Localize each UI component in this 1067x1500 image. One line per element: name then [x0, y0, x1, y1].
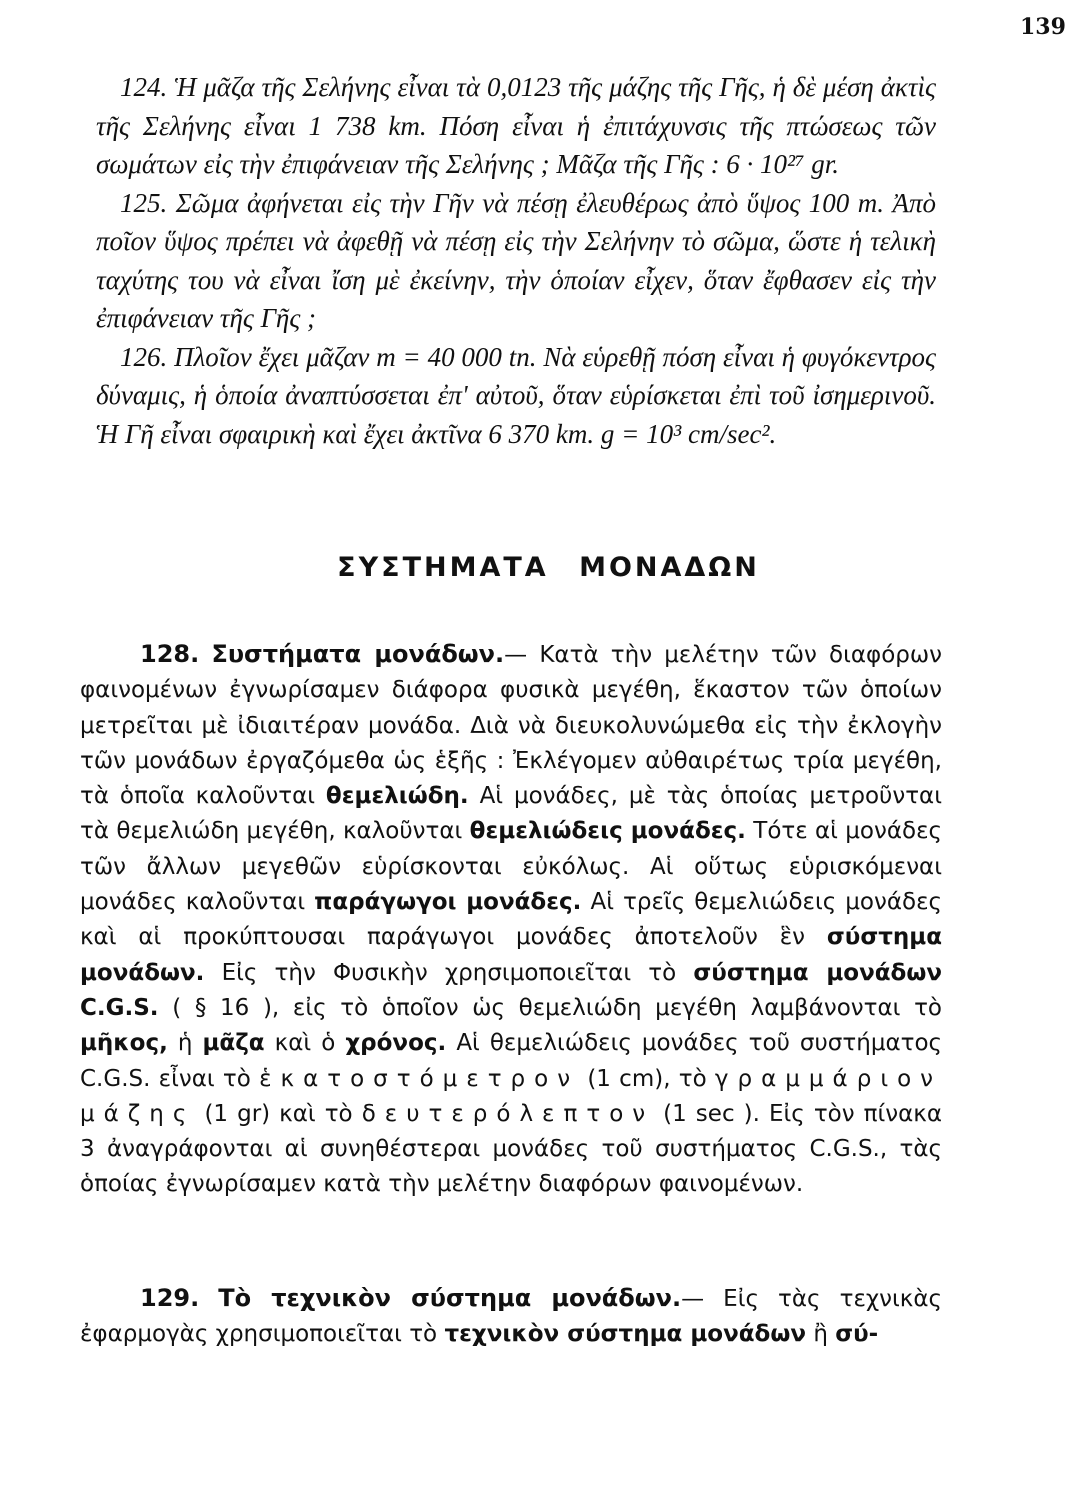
bold-term: θεμελιώδη. [325, 783, 469, 810]
body-text: — Εἰς τὰς τεχνικὰς ἐφαρμογὰς χρησιμοποιεῖται τὸ [80, 1286, 943, 1348]
bold-term: χρόνος. [345, 1030, 447, 1057]
body-text: (1 cm), τὸ [587, 1065, 707, 1092]
spaced-term: γραμμάριον μάζης [80, 1065, 943, 1127]
bold-term: σύ- [835, 1321, 879, 1348]
spaced-term: ἑκατοστόμετρον [259, 1065, 580, 1092]
body-text: Αἱ θεμελιώδεις μονάδες τοῦ συστήματος C.G.S. εἶναι τὸ [80, 1030, 943, 1092]
paragraph-title: Συστήματα μονάδων. [211, 640, 505, 668]
exercise-number: 125. [120, 187, 168, 218]
bold-term: παράγωγοι μονάδες. [314, 889, 582, 916]
body-text: ἢ [813, 1321, 828, 1348]
page-number: 139 [1020, 14, 1066, 40]
exercise-list [96, 68, 936, 453]
paragraph-128 [80, 637, 942, 1203]
exercise-text: Ἡ μᾶζα τῆς Σελήνης εἶναι τὰ 0,0123 τῆς μάζης τῆς Γῆς, ἡ δὲ μέση ἀκτὶς τῆς Σελήνης εἶναι 1 738 km. Πόση εἶναι ἡ ἐπιτάχυνσις τῆς πτώσεως τῶν σωμάτων εἰς τὴν ἐπιφάνειαν τῆς Σελήνης ; Μᾶζα τῆς Γῆς : 6 · 10²⁷ gr. [96, 72, 936, 179]
body-text: Αἱ μονάδες, μὲ τὰς ὁποίας μετροῦνται τὰ θεμελιώδη μεγέθη, καλοῦνται [80, 783, 943, 845]
body-text: Αἱ τρεῖς θεμελιώδεις μονάδες καὶ αἱ προκύπτουσαι παράγωγοι μονάδες ἀποτελοῦν ἓν [80, 889, 943, 951]
body-text: (1 gr) καὶ τὸ [204, 1100, 353, 1127]
body-text: Τότε αἱ μονάδες τῶν ἄλλων μεγεθῶν εὑρίσκονται εὐκόλως. Αἱ οὕτως εὑρισκόμεναι μονάδες καλοῦνται [80, 818, 943, 916]
section-heading [0, 552, 1067, 583]
paragraph-title: Τὸ τεχνικὸν σύστημα μονάδων. [218, 1284, 682, 1312]
exercise-text: Σῶμα ἀφήνεται εἰς τὴν Γῆν νὰ πέσῃ ἐλευθέρως ἀπὸ ὕψος 100 m. Ἀπὸ ποῖον ὕψος πρέπει νὰ ἀφεθῇ νὰ πέσῃ εἰς τὴν Σελήνην τὸ σῶμα, ὥστε ἡ τελικὴ ταχύτης του νὰ εἶναι ἴση μὲ ἐκείνην, τὴν ὁποίαν εἶχεν, ὅταν ἔφθασεν εἰς τὴν ἐπιφάνειαν τῆς Γῆς ; [96, 187, 936, 333]
body-text: ( § 16 ), εἰς τὸ ὁποῖον ὡς θεμελιώδη μεγέθη λαμβάνονται τὸ [172, 994, 942, 1021]
spaced-term: δευτερόλεπτον [361, 1100, 655, 1127]
bold-term: μᾶζα [202, 1030, 265, 1057]
exercise-number: 126. [120, 341, 168, 372]
exercise-number: 124. [120, 72, 168, 102]
body-text: ἡ [177, 1030, 193, 1057]
section-heading-word: ΣΥΣΤΗΜΑΤΑ [337, 552, 549, 583]
exercise-124 [96, 68, 936, 184]
bold-term: μῆκος, [80, 1030, 168, 1057]
exercise-125 [96, 184, 936, 338]
exercise-126 [96, 338, 936, 454]
bold-term: σύστημα μονάδων C.G.S. [80, 959, 943, 1021]
bold-term: θεμελιώδεις μονάδες. [469, 818, 746, 845]
body-text: — Κατὰ τὴν μελέτην τῶν διαφόρων φαινομένων ἐγνωρίσαμεν διάφορα φυσικὰ μεγέθη, ἕκαστον τῶν ὁποίων μετρεῖται μὲ ἰδιαιτέραν μονάδα. Διὰ νὰ διευκολυνώμεθα εἰς τὴν ἐκλογὴν τῶν μονάδων ἐργαζόμεθα ὡς ἑξῆς : Ἐκλέγομεν αὐθαιρέτως τρία μεγέθη, τὰ ὁποῖα καλοῦνται [80, 642, 942, 810]
body-text: (1 sec ). Εἰς τὸν πίνακα 3 ἀναγράφονται αἱ συνηθέστεραι μονάδες τοῦ συστήματος C.G.S., τὰς ὁποίας ἐγνωρίσαμεν κατὰ τὴν μελέτην διαφόρων φαινομένων. [80, 1100, 942, 1198]
paragraph-number: 128. [140, 640, 200, 668]
bold-term: σύστημα μονάδων. [80, 924, 943, 986]
body-text: καὶ ὁ [274, 1030, 336, 1057]
bold-term: τεχνικὸν σύστημα μονάδων [444, 1321, 806, 1348]
paragraph-number: 129. [140, 1284, 200, 1312]
section-heading-word: ΜΟΝΑΔΩΝ [579, 552, 760, 583]
paragraph-129 [80, 1281, 942, 1353]
body-text: Εἰς τὴν Φυσικὴν χρησιμοποιεῖται τὸ [221, 959, 677, 986]
exercise-text: Πλοῖον ἔχει μᾶζαν m = 40 000 tn. Νὰ εὑρεθῇ πόση εἶναι ἡ φυγόκεντρος δύναμις, ἡ ὁποία ἀναπτύσσεται ἐπ' αὐτοῦ, ὅταν εὑρίσκεται ἐπὶ τοῦ ἰσημερινοῦ. Ἡ Γῆ εἶναι σφαιρικὴ καὶ ἔχει ἀκτῖνα 6 370 km. g = 10³ cm/sec². [96, 341, 937, 449]
